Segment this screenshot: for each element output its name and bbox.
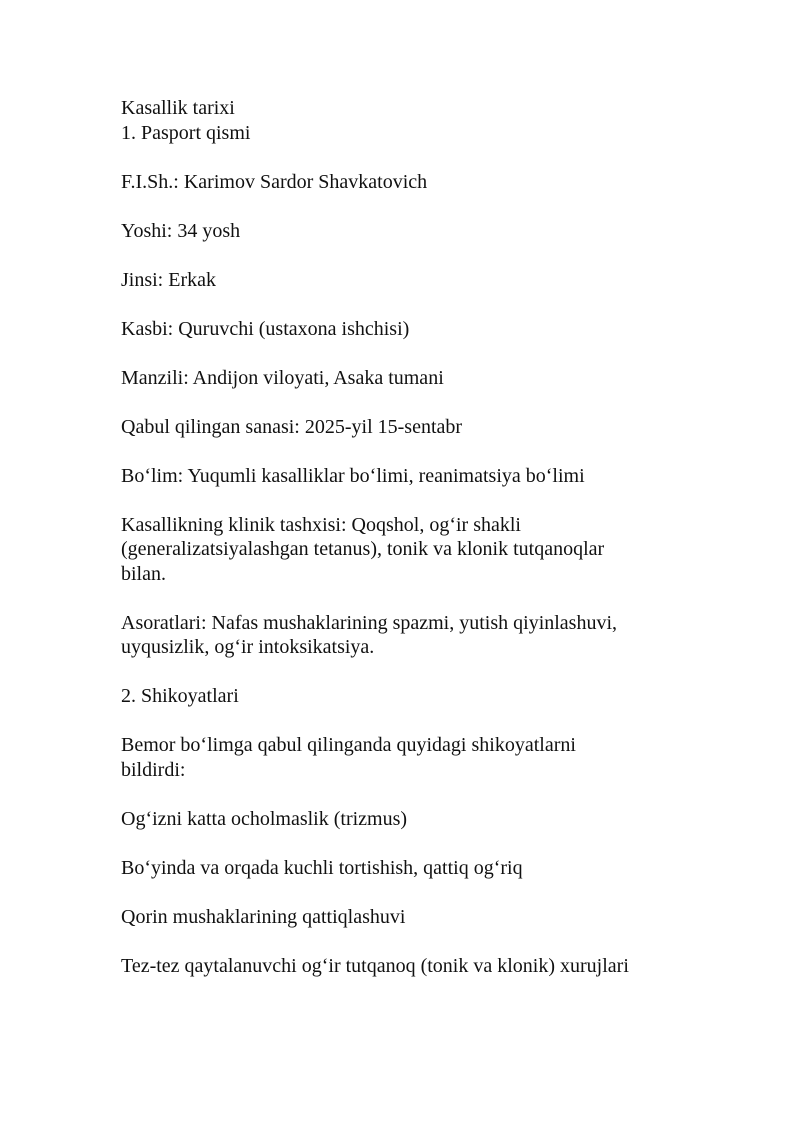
complaint-text: Bo‘yinda va orqada kuchli tortishish, qattiq og‘riq <box>121 856 523 879</box>
complications-line: Asoratlari: Nafas mushaklarining spazmi, yutish qiyinlashuvi, <box>121 611 618 634</box>
complaints-intro <box>121 733 691 782</box>
complaint-item <box>121 807 691 832</box>
field-admission-date <box>121 415 691 440</box>
field-fish <box>121 170 691 195</box>
field-occupation-text: Kasbi: Quruvchi (ustaxona ishchisi) <box>121 317 410 340</box>
document-body <box>121 96 691 978</box>
field-fish-text: F.I.Sh.: Karimov Sardor Shavkatovich <box>121 170 428 193</box>
document-title: Kasallik tarixi <box>121 97 235 119</box>
complaint-item <box>121 954 691 979</box>
field-complications <box>121 611 691 660</box>
field-address-text: Manzili: Andijon viloyati, Asaka tumani <box>121 366 444 389</box>
field-gender-text: Jinsi: Erkak <box>121 268 216 291</box>
field-diagnosis <box>121 513 691 587</box>
section-heading-complaints-block <box>121 684 691 709</box>
complaints-intro-line: bildirdi: <box>121 758 186 781</box>
field-age <box>121 219 691 244</box>
field-admission-date-text: Qabul qilingan sanasi: 2025-yil 15-sentabr <box>121 415 463 438</box>
diagnosis-line: bilan. <box>121 562 166 585</box>
complications-line: uyqusizlik, og‘ir intoksikatsiya. <box>121 636 375 658</box>
header-block <box>121 96 691 145</box>
complaint-text: Qorin mushaklarining qattiqlashuvi <box>121 905 406 928</box>
section-heading-passport: 1. Pasport qismi <box>121 121 251 144</box>
field-department <box>121 464 691 489</box>
complaint-text: Og‘izni katta ocholmaslik (trizmus) <box>121 807 408 830</box>
diagnosis-line: Kasallikning klinik tashxisi: Qoqshol, og‘ir shakli <box>121 513 521 536</box>
complaints-intro-line: Bemor bo‘limga qabul qilinganda quyidagi shikoyatlarni <box>121 734 576 756</box>
field-department-text: Bo‘lim: Yuqumli kasalliklar bo‘limi, reanimatsiya bo‘limi <box>121 464 585 487</box>
diagnosis-line: (generalizatsiyalashgan tetanus), tonik va klonik tutqanoqlar <box>121 538 605 560</box>
section-heading-complaints: 2. Shikoyatlari <box>121 685 239 707</box>
complaint-text: Tez-tez qaytalanuvchi og‘ir tutqanoq (tonik va klonik) xurujlari <box>121 954 629 977</box>
field-age-text: Yoshi: 34 yosh <box>121 219 241 242</box>
field-gender <box>121 268 691 293</box>
complaint-item <box>121 856 691 881</box>
field-occupation <box>121 317 691 342</box>
complaint-item <box>121 905 691 930</box>
field-address <box>121 366 691 391</box>
